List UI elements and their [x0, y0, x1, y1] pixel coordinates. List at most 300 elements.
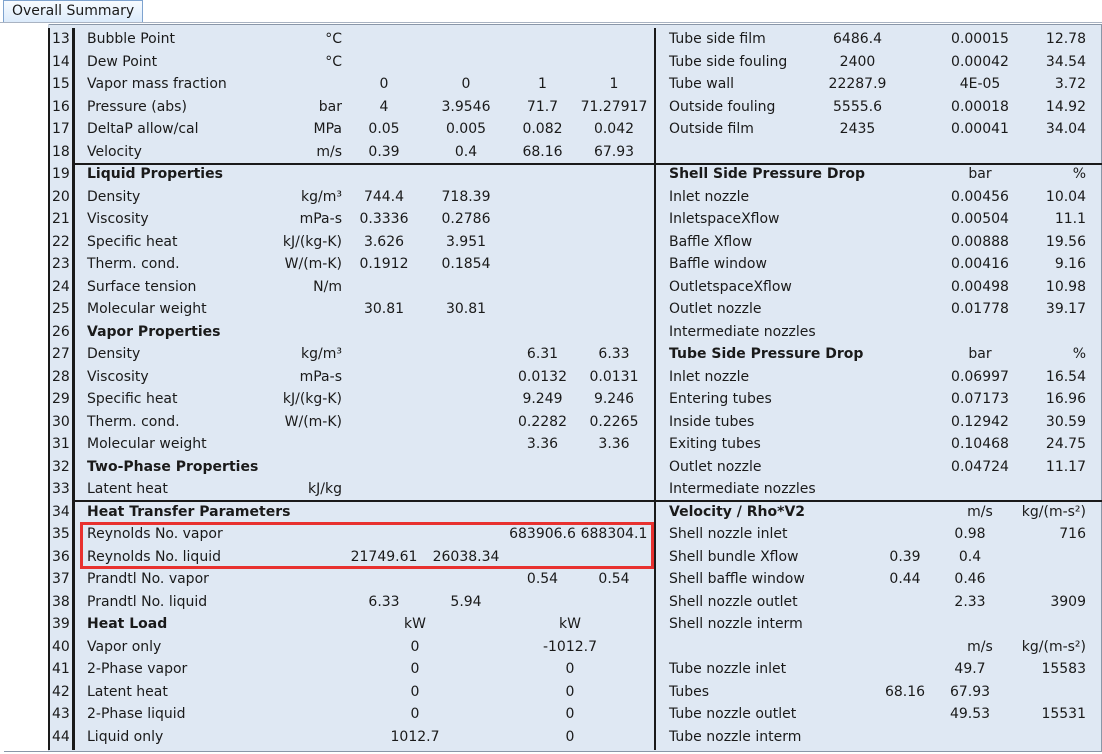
left-value-3 — [500, 478, 585, 501]
right-value-d — [995, 321, 1086, 344]
left-value-3 — [500, 253, 585, 276]
row-number: 36 — [52, 548, 70, 565]
left-unit: W/(m-K) — [284, 256, 342, 272]
left-value-4: 1 — [609, 76, 619, 92]
table-row — [0, 51, 1102, 74]
row-number: 38 — [52, 593, 70, 610]
left-label: DeltaP allow/cal — [87, 121, 199, 137]
left-value-1: 0 — [410, 683, 420, 700]
left-value-1 — [340, 411, 428, 434]
left-label: Molecular weight — [87, 436, 207, 452]
right-value-c: 0.01778 — [951, 301, 1009, 317]
left-value-2: 5.94 — [450, 593, 482, 610]
right-value-d: kg/(m-s²) — [1021, 503, 1086, 520]
left-unit: kg/m³ — [301, 188, 342, 205]
right-label: Tubes — [669, 683, 710, 700]
right-value-a — [870, 703, 940, 726]
right-value-a — [870, 456, 940, 479]
right-value-c: 0.06997 — [951, 368, 1009, 385]
left-label: Therm. cond. — [87, 256, 180, 272]
row-number: 43 — [52, 706, 70, 722]
left-value-1 — [340, 501, 428, 524]
row-number: 14 — [52, 53, 70, 70]
left-value-2: 3.951 — [445, 233, 487, 250]
left-value-3 — [500, 591, 585, 614]
right-value-d: 3909 — [1050, 593, 1086, 610]
left-value-1: 1012.7 — [390, 728, 440, 745]
left-label: Heat Load — [87, 616, 168, 632]
left-value-3: 0.082 — [522, 121, 563, 137]
left-value-2: 0 — [461, 76, 471, 92]
left-label: Density — [87, 346, 141, 362]
left-value-1: 0.3336 — [359, 211, 409, 227]
right-value-a — [870, 298, 940, 321]
left-value-1: 21749.61 — [350, 548, 418, 565]
row-number: 40 — [52, 638, 70, 655]
left-label: Prandtl No. liquid — [87, 593, 208, 610]
right-label — [669, 141, 899, 164]
left-value-2 — [420, 321, 512, 344]
left-value-2: 0.4 — [454, 143, 478, 160]
right-value-a — [870, 186, 940, 209]
right-value-a: 22287.9 — [828, 76, 887, 92]
left-unit: W/(m-K) — [284, 413, 342, 430]
left-value-2 — [420, 366, 512, 389]
right-value-d: 15583 — [1041, 661, 1086, 677]
left-value-2: 718.39 — [441, 188, 491, 205]
left-value-3 — [500, 208, 585, 231]
left-value-1: 0.05 — [368, 121, 400, 137]
right-value-b: 0.4 — [958, 548, 982, 565]
row-number: 29 — [52, 391, 70, 407]
left-value-3: 0 — [565, 706, 575, 722]
right-label: Entering tubes — [669, 391, 772, 407]
left-value-3 — [500, 298, 585, 321]
right-value-c: 0.00041 — [951, 121, 1009, 137]
left-value-3: 71.7 — [526, 98, 559, 115]
right-label: Intermediate nozzles — [669, 323, 816, 340]
row-number: 21 — [52, 211, 70, 227]
right-label: Baffle window — [669, 256, 767, 272]
left-label: Density — [87, 188, 141, 205]
right-value-d: 34.54 — [1045, 53, 1086, 70]
row-number: 17 — [52, 121, 70, 137]
left-unit — [270, 433, 342, 456]
left-value-4 — [576, 208, 652, 231]
right-label: Tube nozzle inlet — [669, 661, 787, 677]
left-value-4 — [576, 321, 652, 344]
left-value-4: 6.33 — [598, 346, 630, 362]
right-label: Outside fouling — [669, 98, 776, 115]
left-value-3 — [500, 321, 585, 344]
left-value-2: 0.005 — [445, 121, 487, 137]
left-unit: kg/m³ — [301, 346, 342, 362]
left-value-3: 0.54 — [526, 571, 559, 587]
left-label: Specific heat — [87, 233, 178, 250]
left-value-3: 0.0132 — [518, 368, 567, 385]
left-value-1: 744.4 — [363, 188, 405, 205]
section-line-liquid — [72, 163, 1102, 165]
left-value-2: 3.9546 — [441, 98, 491, 115]
left-label: Dew Point — [87, 53, 158, 70]
row-number: 42 — [52, 683, 70, 700]
left-value-2 — [420, 478, 512, 501]
right-value-a — [870, 231, 940, 254]
left-unit — [270, 501, 342, 524]
left-label: Reynolds No. vapor — [87, 526, 223, 542]
right-value-d — [995, 613, 1086, 636]
left-value-1 — [340, 276, 428, 299]
left-value-1 — [340, 366, 428, 389]
table-row — [0, 636, 1102, 659]
left-value-4 — [576, 298, 652, 321]
left-unit: m/s — [316, 143, 342, 160]
left-label: Two-Phase Properties — [87, 458, 259, 475]
table-row — [0, 208, 1102, 231]
left-value-4: 9.246 — [593, 391, 635, 407]
right-value-c: bar — [968, 166, 992, 182]
row-number: 34 — [52, 503, 70, 520]
right-value-c: 0.10468 — [951, 436, 1009, 452]
left-label: Specific heat — [87, 391, 178, 407]
left-value-1: 0 — [410, 638, 420, 655]
right-label: Baffle Xflow — [669, 233, 753, 250]
left-unit — [270, 73, 342, 96]
right-value-a — [870, 163, 940, 186]
right-value-c: 0.00498 — [951, 278, 1009, 295]
table-row — [0, 388, 1102, 411]
right-label: Shell nozzle interm — [669, 616, 803, 632]
left-value-1: 4 — [379, 98, 389, 115]
row-number: 13 — [52, 31, 70, 47]
right-value-a — [870, 613, 940, 636]
right-value-c: bar — [968, 346, 992, 362]
right-label: Shell nozzle outlet — [669, 593, 798, 610]
left-unit: °C — [325, 31, 342, 47]
right-value-a — [870, 208, 940, 231]
left-label: Liquid Properties — [87, 166, 223, 182]
right-value-d: % — [1072, 346, 1086, 362]
left-value-2 — [420, 51, 512, 74]
left-unit: MPa — [313, 121, 342, 137]
left-label: Prandtl No. vapor — [87, 571, 209, 587]
left-unit — [270, 163, 342, 186]
table-row — [0, 568, 1102, 591]
left-value-4 — [576, 51, 652, 74]
right-value-d: 9.16 — [1054, 256, 1086, 272]
left-label: Reynolds No. liquid — [87, 548, 221, 565]
table-row — [0, 681, 1102, 704]
left-unit: mPa-s — [299, 211, 342, 227]
left-value-2: 30.81 — [445, 301, 487, 317]
right-value-a: 68.16 — [884, 683, 926, 700]
right-value-c: 0.12942 — [951, 413, 1009, 430]
right-value-a: 0.44 — [889, 571, 921, 587]
left-value-1: 0.1912 — [359, 256, 409, 272]
right-value-c: 4E-05 — [959, 76, 1001, 92]
left-unit — [270, 321, 342, 344]
table-row — [0, 231, 1102, 254]
left-value-1: 30.81 — [363, 301, 405, 317]
left-value-4 — [576, 501, 652, 524]
right-value-c: 0.00018 — [951, 98, 1009, 115]
row-number: 30 — [52, 413, 70, 430]
left-value-2 — [420, 163, 512, 186]
right-value-d — [995, 681, 1086, 704]
left-value-2 — [420, 568, 512, 591]
right-value-b: 49.7 — [954, 661, 986, 677]
left-value-3 — [500, 276, 585, 299]
left-value-1: 0 — [410, 661, 420, 677]
row-number: 35 — [52, 526, 70, 542]
right-value-c: m/s — [967, 503, 993, 520]
left-value-2 — [420, 501, 512, 524]
row-number: 15 — [52, 76, 70, 92]
table-row — [0, 253, 1102, 276]
table-row — [0, 658, 1102, 681]
table-row — [0, 163, 1102, 186]
left-value-1 — [340, 478, 428, 501]
right-value-b: 49.53 — [949, 706, 991, 722]
left-label: Latent heat — [87, 481, 168, 497]
row-number: 41 — [52, 661, 70, 677]
table-row — [0, 73, 1102, 96]
right-label: Intermediate nozzles — [669, 481, 816, 497]
right-value-d: 10.04 — [1045, 188, 1086, 205]
left-value-4: 688304.1 — [580, 526, 648, 542]
left-label: Vapor Properties — [87, 323, 221, 340]
left-value-4: 0.54 — [598, 571, 630, 587]
right-value-d: 11.1 — [1054, 211, 1086, 227]
right-value-d: 12.78 — [1045, 31, 1086, 47]
right-value-d: 11.17 — [1045, 458, 1086, 475]
left-value-2: 0.1854 — [441, 256, 491, 272]
right-value-d: % — [1072, 166, 1086, 182]
left-value-3 — [500, 501, 585, 524]
left-label: Molecular weight — [87, 301, 207, 317]
right-value-a — [870, 366, 940, 389]
left-label: Surface tension — [87, 278, 197, 295]
left-value-1: 0.39 — [368, 143, 400, 160]
right-value-a — [870, 343, 940, 366]
row-number: 28 — [52, 368, 70, 385]
left-value-3 — [500, 231, 585, 254]
right-label: InletspaceXflow — [669, 211, 780, 227]
left-unit: kJ/(kg-K) — [282, 391, 342, 407]
left-label: Vapor only — [87, 638, 162, 655]
row-number: 33 — [52, 481, 70, 497]
right-value-a: 5555.6 — [833, 98, 882, 115]
right-value-d: 15531 — [1041, 706, 1086, 722]
left-value-4 — [576, 186, 652, 209]
right-value-c: 0.00456 — [951, 188, 1009, 205]
left-unit: mPa-s — [299, 368, 342, 385]
table-row — [0, 366, 1102, 389]
table-row — [0, 28, 1102, 51]
left-value-1: 0 — [379, 76, 389, 92]
tab-bar — [0, 0, 1102, 23]
table-row — [0, 726, 1102, 749]
left-value-1: 0 — [410, 706, 420, 722]
right-value-d: 3.72 — [1054, 76, 1086, 92]
row-number: 39 — [52, 616, 70, 632]
left-value-4: 0.0131 — [589, 368, 639, 385]
right-value-a — [870, 478, 940, 501]
left-label: 2-Phase vapor — [87, 661, 188, 677]
left-value-2 — [420, 433, 512, 456]
left-value-1 — [340, 433, 428, 456]
right-value-d: 39.17 — [1045, 301, 1086, 317]
left-value-3 — [500, 456, 585, 479]
table-row — [0, 591, 1102, 614]
right-value-c: 0.00042 — [951, 53, 1009, 70]
left-value-2 — [420, 28, 512, 51]
left-value-4 — [576, 163, 652, 186]
right-value-d — [995, 568, 1086, 591]
left-unit — [270, 568, 342, 591]
right-label: Velocity / Rho*V2 — [669, 503, 806, 520]
right-label: Shell baffle window — [669, 571, 805, 587]
row-number: 18 — [52, 143, 70, 160]
table-row — [0, 96, 1102, 119]
table-row — [0, 141, 1102, 164]
row-number: 24 — [52, 278, 70, 295]
left-value-1 — [340, 28, 428, 51]
left-value-3: 68.16 — [522, 143, 563, 160]
left-label: Liquid only — [87, 728, 164, 745]
left-label: Velocity — [87, 143, 142, 160]
row-number: 44 — [52, 728, 70, 745]
left-value-3: 0 — [565, 728, 575, 745]
table-row — [0, 433, 1102, 456]
table-row — [0, 501, 1102, 524]
table-row — [0, 276, 1102, 299]
left-label: Bubble Point — [87, 31, 175, 47]
right-label: Tube nozzle outlet — [669, 706, 797, 722]
left-value-3 — [500, 186, 585, 209]
left-value-2 — [420, 456, 512, 479]
right-label: Inlet nozzle — [669, 368, 750, 385]
left-value-1 — [340, 343, 428, 366]
left-unit: kJ/(kg-K) — [282, 233, 342, 250]
left-value-1: 3.626 — [363, 233, 405, 250]
right-value-b: 67.93 — [949, 683, 991, 700]
right-value-a — [870, 388, 940, 411]
left-value-1 — [340, 456, 428, 479]
right-label: Outlet nozzle — [669, 458, 762, 475]
left-value-4 — [576, 456, 652, 479]
left-value-2 — [420, 343, 512, 366]
right-value-d: 716 — [1059, 526, 1086, 542]
right-label: OutletspaceXflow — [669, 278, 792, 295]
table-row — [0, 703, 1102, 726]
left-value-3: 6.31 — [526, 346, 559, 362]
right-value-c: 0.00888 — [951, 233, 1009, 250]
right-label: Tube nozzle interm — [669, 728, 802, 745]
left-label: 2-Phase liquid — [87, 706, 186, 722]
left-unit: kJ/kg — [308, 481, 342, 497]
right-label: Tube side fouling — [669, 53, 788, 70]
right-label: Tube wall — [669, 76, 735, 92]
left-label: Therm. cond. — [87, 413, 180, 430]
right-label: Inside tubes — [669, 413, 755, 430]
left-value-4: 0.042 — [593, 121, 635, 137]
left-value-4 — [576, 28, 652, 51]
right-value-a: 6486.4 — [833, 31, 882, 47]
right-value-d: 19.56 — [1045, 233, 1086, 250]
left-value-3: 0 — [565, 661, 575, 677]
right-value-a — [870, 501, 940, 524]
right-label: Inlet nozzle — [669, 188, 750, 205]
table-row — [0, 343, 1102, 366]
row-number: 25 — [52, 301, 70, 317]
left-value-3: 9.249 — [522, 391, 563, 407]
left-value-1: kW — [404, 616, 426, 632]
right-value-c: m/s — [967, 638, 993, 655]
right-value-d — [995, 546, 1086, 569]
right-value-d: 34.04 — [1045, 121, 1086, 137]
right-value-a — [870, 523, 940, 546]
right-label: Shell bundle Xflow — [669, 548, 799, 565]
right-value-c: 0.00504 — [951, 211, 1009, 227]
left-unit: bar — [318, 98, 342, 115]
left-value-1 — [340, 163, 428, 186]
right-label: Tube Side Pressure Drop — [669, 346, 864, 362]
left-value-1 — [340, 51, 428, 74]
right-value-b: 2.33 — [954, 593, 986, 610]
left-value-1 — [340, 321, 428, 344]
row-number: 32 — [52, 458, 70, 475]
right-value-a — [870, 636, 940, 659]
right-value-a — [870, 433, 940, 456]
left-value-3 — [500, 51, 585, 74]
right-value-d: 30.59 — [1045, 413, 1086, 430]
right-value-d — [995, 141, 1086, 164]
left-value-4 — [576, 478, 652, 501]
right-value-c: 0.04724 — [951, 458, 1009, 475]
right-value-a: 2400 — [839, 53, 876, 70]
right-value-a — [870, 321, 940, 344]
right-label: Shell Side Pressure Drop — [669, 166, 866, 182]
left-value-3 — [500, 28, 585, 51]
table-row — [0, 411, 1102, 434]
left-unit: °C — [325, 53, 342, 70]
left-value-4 — [576, 276, 652, 299]
left-value-4 — [576, 253, 652, 276]
right-value-d: 14.92 — [1045, 98, 1086, 115]
left-value-3: 1 — [538, 76, 547, 92]
right-value-d — [995, 478, 1086, 501]
left-value-1 — [340, 568, 428, 591]
right-label — [669, 636, 899, 659]
table-row — [0, 478, 1102, 501]
table-row — [0, 118, 1102, 141]
table-row — [0, 186, 1102, 209]
left-value-3 — [500, 163, 585, 186]
right-value-a — [870, 141, 940, 164]
right-value-a: 0.39 — [889, 548, 921, 565]
tab-overall-summary[interactable]: Overall Summary — [3, 0, 143, 22]
right-label: Outlet nozzle — [669, 301, 762, 317]
row-number: 31 — [52, 436, 70, 452]
left-value-2 — [420, 411, 512, 434]
left-value-4: 0.2265 — [589, 413, 639, 430]
row-number: 22 — [52, 233, 70, 250]
table-row — [0, 321, 1102, 344]
right-label: Exiting tubes — [669, 436, 761, 452]
left-value-4: 67.93 — [593, 143, 635, 160]
left-value-3: 3.36 — [526, 436, 559, 452]
